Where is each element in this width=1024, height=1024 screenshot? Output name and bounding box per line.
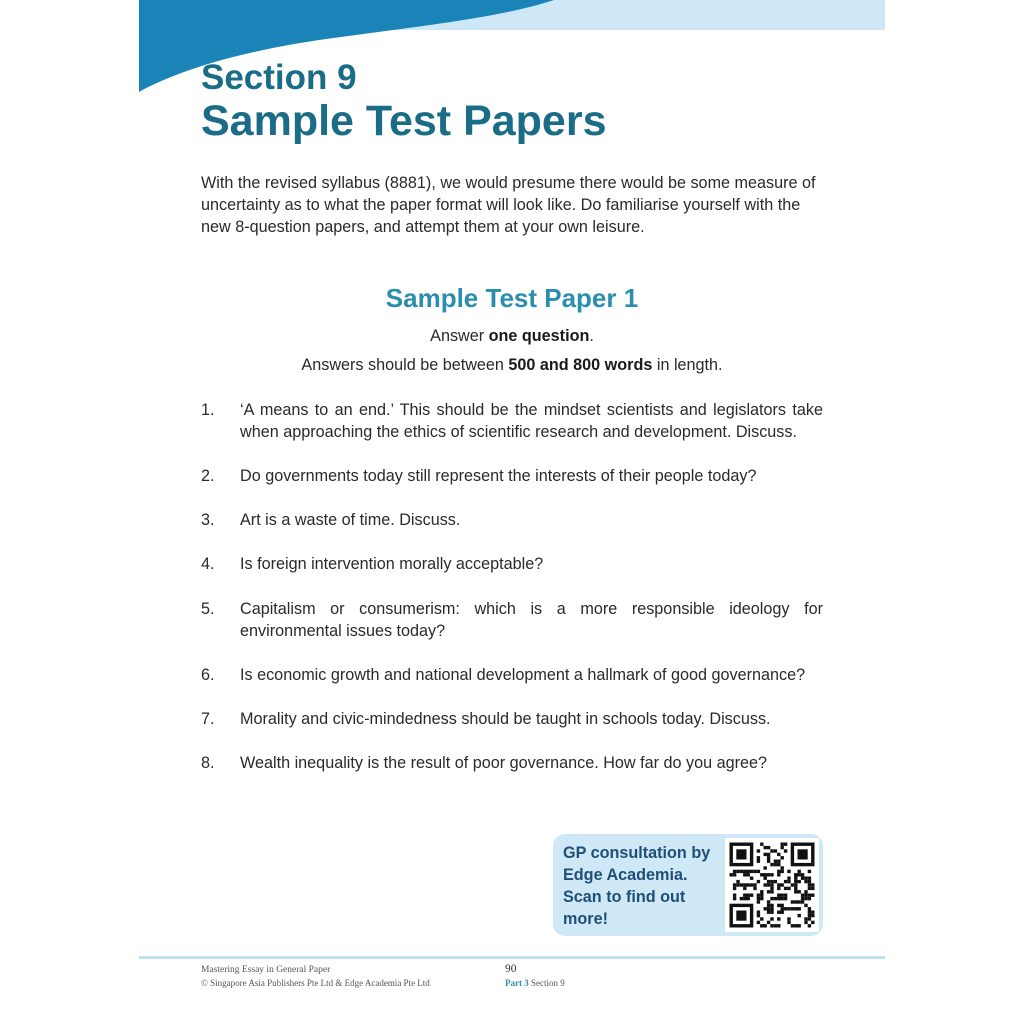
question-number: 7.	[201, 710, 215, 728]
footer-divider	[139, 956, 885, 959]
question-number: 4.	[201, 555, 215, 573]
question-text: Is economic growth and national development a hallmark of good governance?	[240, 666, 806, 684]
section-label: Section 9	[201, 58, 357, 97]
question-item	[201, 664, 823, 686]
document-page	[139, 0, 885, 1024]
paper-title: Sample Test Paper 1	[385, 283, 639, 313]
page-number: 90	[505, 963, 517, 975]
question-text: Art is a waste of time. Discuss.	[240, 511, 461, 529]
question-item	[201, 509, 823, 531]
question-item	[201, 465, 823, 487]
question-item	[201, 752, 823, 774]
page-title: Sample Test Papers	[201, 97, 607, 145]
question-item	[201, 553, 823, 575]
instruction-word-count: Answers should be between 500 and 800 words in length.	[301, 356, 723, 374]
question-number: 1.	[201, 401, 215, 419]
consultation-promo-box	[553, 834, 823, 936]
question-item	[201, 399, 823, 443]
intro-paragraph: With the revised syllabus (8881), we would presume there would be some measure of uncertainty as to what the paper format will look like. Do familiarise yourself with the new 8-question papers, and attempt them at your own leisure.	[201, 174, 816, 236]
question-number: 5.	[201, 600, 215, 618]
question-text: ‘A means to an end.’ This should be the mindset scientists and legislators take when approaching the ethics of scientific research and development. Discuss.	[240, 401, 823, 441]
question-number: 8.	[201, 754, 215, 772]
question-number: 2.	[201, 467, 215, 485]
question-text: Is foreign intervention morally acceptable?	[240, 555, 544, 573]
footer-part-section: Part 3 Section 9	[505, 978, 565, 988]
promo-text: GP consultation by Edge Academia. Scan to find out more!	[563, 844, 711, 928]
question-text: Capitalism or consumerism: which is a more responsible ideology for environmental issues today?	[240, 600, 823, 640]
question-item	[201, 598, 823, 642]
question-number: 6.	[201, 666, 215, 684]
question-text: Wealth inequality is the result of poor governance. How far do you agree?	[240, 754, 768, 772]
question-text: Morality and civic-mindedness should be taught in schools today. Discuss.	[240, 710, 771, 728]
footer-book-title: Mastering Essay in General Paper	[201, 965, 331, 975]
question-text: Do governments today still represent the interests of their people today?	[240, 467, 757, 485]
instruction-answer-count: Answer one question.	[430, 327, 594, 345]
question-number: 3.	[201, 511, 215, 529]
qr-code-icon[interactable]	[725, 838, 819, 932]
question-item	[201, 708, 823, 730]
footer-copyright: © Singapore Asia Publishers Pte Ltd & Edge Academia Pte Ltd	[201, 978, 430, 988]
